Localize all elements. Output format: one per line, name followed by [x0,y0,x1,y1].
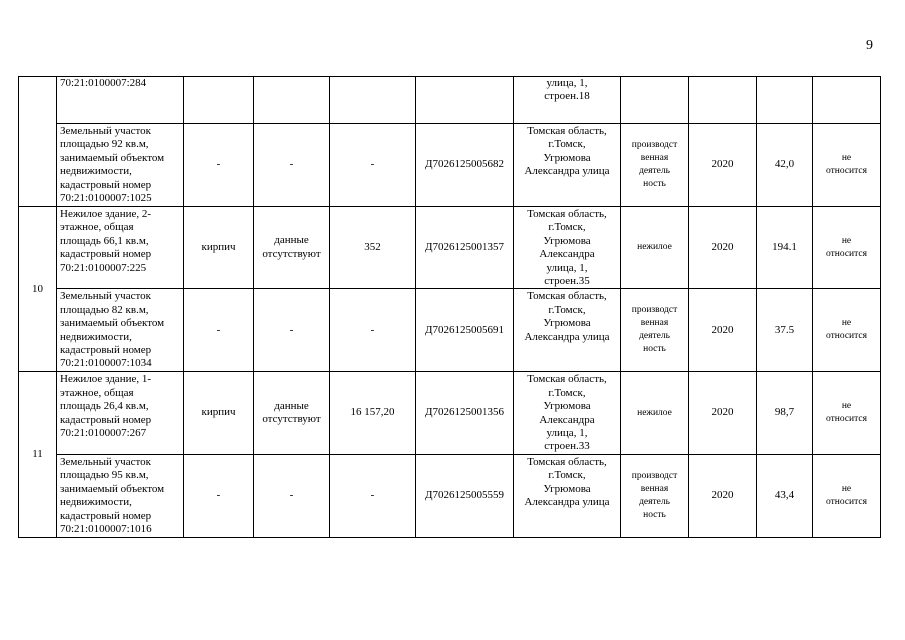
construction-year-cell [254,77,330,124]
area-cell: 37.5 [757,289,813,372]
table-row [19,207,881,289]
registry-number-cell: Д7026125005559 [416,454,514,537]
wall-material-cell: - [184,454,254,537]
year-cell: 2020 [689,124,757,207]
category-cell: не относится [813,289,881,372]
year-cell: 2020 [689,207,757,289]
address-cell: Томская область, г.Томск, Угрюмова Александра улица [514,124,621,207]
address-cell: Томская область, г.Томск, Угрюмова Александра улица [514,289,621,372]
cadastral-value-cell: - [330,454,416,537]
wall-material-cell [184,77,254,124]
category-cell: не относится [813,372,881,454]
usage-cell: производст венная деятель ность [621,289,689,372]
table-row [19,77,881,124]
usage-cell [621,77,689,124]
category-cell: не относится [813,454,881,537]
area-cell: 43,4 [757,454,813,537]
object-description-cell: Нежилое здание, 1- этажное, общая площадь 26,4 кв.м, кадастровый номер 70:21:0100007:267 [57,372,184,454]
registry-number-cell: Д7026125001357 [416,207,514,289]
table-row [19,454,881,537]
registry-number-cell: Д7026125005691 [416,289,514,372]
object-description-cell: Земельный участок площадью 92 кв.м, занимаемый объектом недвижимости, кадастровый номер 70:21:0100007:1025 [57,124,184,207]
construction-year-cell: - [254,454,330,537]
category-cell: не относится [813,124,881,207]
area-cell: 194.1 [757,207,813,289]
table-row [19,289,881,372]
usage-cell: нежилое [621,207,689,289]
address-cell: улица, 1, строен.18 [514,77,621,124]
construction-year-cell: - [254,124,330,207]
wall-material-cell: - [184,289,254,372]
table-row [19,372,881,454]
row-number-cell: 10 [19,207,57,372]
usage-cell: производст венная деятель ность [621,124,689,207]
page-number: 9 [866,38,873,53]
year-cell: 2020 [689,372,757,454]
area-cell: 98,7 [757,372,813,454]
year-cell [689,77,757,124]
wall-material-cell: кирпич [184,207,254,289]
object-description-cell: 70:21:0100007:284 [57,77,184,124]
category-cell: не относится [813,207,881,289]
table-row [19,124,881,207]
year-cell: 2020 [689,289,757,372]
cadastral-value-cell: 352 [330,207,416,289]
object-description-cell: Земельный участок площадью 95 кв.м, занимаемый объектом недвижимости, кадастровый номер 70:21:0100007:1016 [57,454,184,537]
cadastral-value-cell: - [330,289,416,372]
row-number-cell: 11 [19,372,57,537]
address-cell: Томская область, г.Томск, Угрюмова Александра улица, 1, строен.33 [514,372,621,454]
cadastral-value-cell: 16 157,20 [330,372,416,454]
registry-number-cell [416,77,514,124]
construction-year-cell: данные отсутствуют [254,372,330,454]
object-description-cell: Земельный участок площадью 82 кв.м, занимаемый объектом недвижимости, кадастровый номер 70:21:0100007:1034 [57,289,184,372]
property-register-table [18,76,881,538]
wall-material-cell: - [184,124,254,207]
year-cell: 2020 [689,454,757,537]
registry-number-cell: Д7026125001356 [416,372,514,454]
cadastral-value-cell [330,77,416,124]
wall-material-cell: кирпич [184,372,254,454]
address-cell: Томская область, г.Томск, Угрюмова Александра улица, 1, строен.35 [514,207,621,289]
construction-year-cell: данные отсутствуют [254,207,330,289]
address-cell: Томская область, г.Томск, Угрюмова Александра улица [514,454,621,537]
row-number-cell [19,77,57,207]
object-description-cell: Нежилое здание, 2- этажное, общая площадь 66,1 кв.м, кадастровый номер 70:21:0100007:225 [57,207,184,289]
usage-cell: производст венная деятель ность [621,454,689,537]
cadastral-value-cell: - [330,124,416,207]
usage-cell: нежилое [621,372,689,454]
category-cell [813,77,881,124]
area-cell [757,77,813,124]
construction-year-cell: - [254,289,330,372]
registry-number-cell: Д7026125005682 [416,124,514,207]
area-cell: 42,0 [757,124,813,207]
